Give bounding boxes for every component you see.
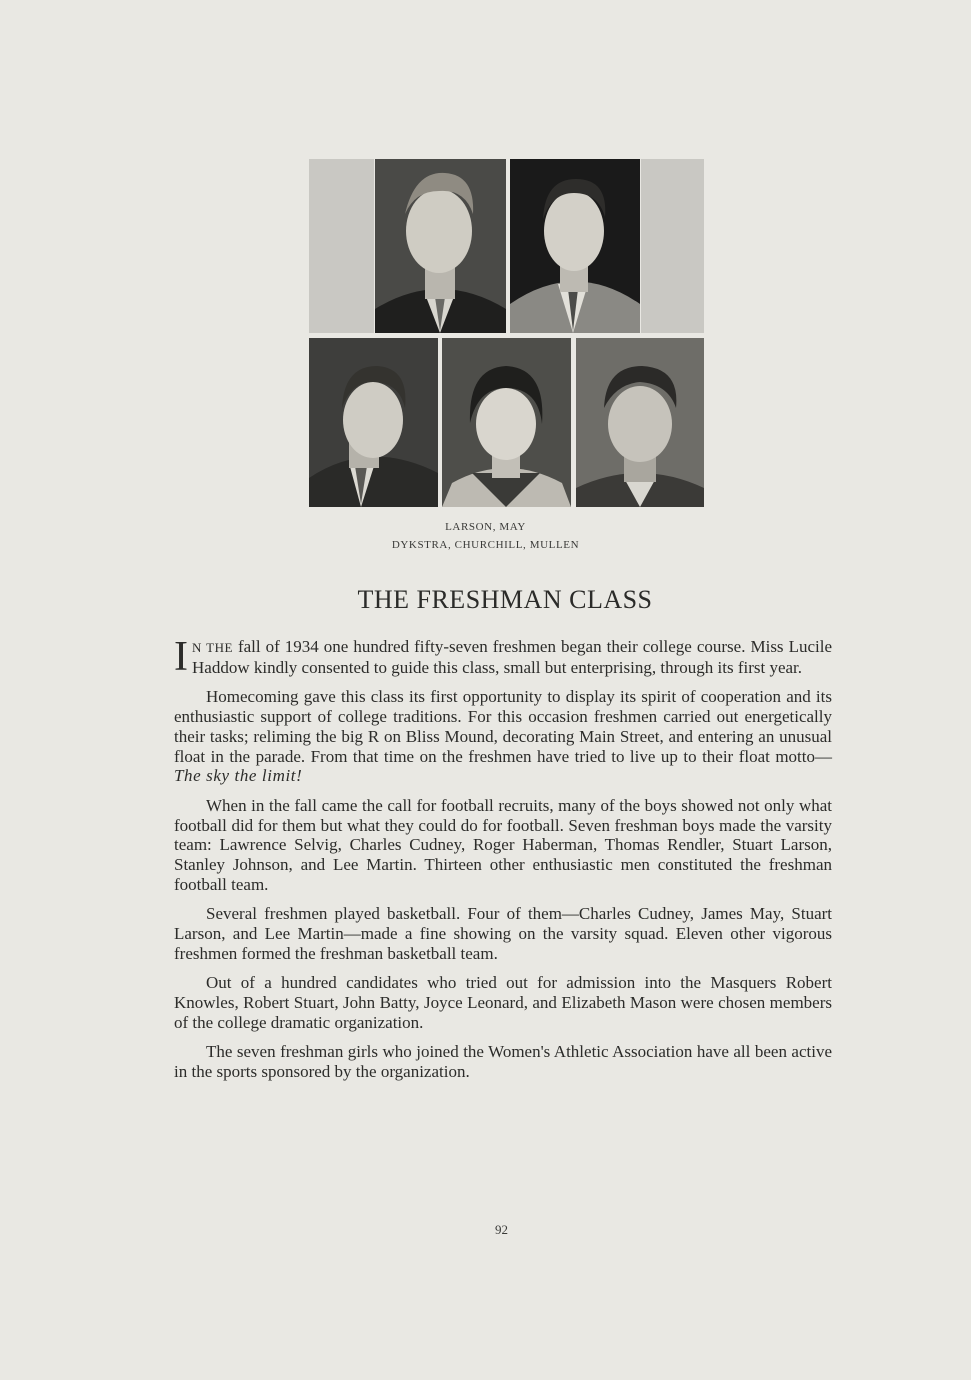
photo-filler-left [309,159,374,333]
photo-caption [0,518,971,554]
paragraph-2 [174,687,832,786]
caption-line-1: LARSON, MAY [445,521,526,533]
portrait-larson [375,159,506,333]
portrait-may [510,159,640,333]
page-number: 92 [495,1222,508,1237]
paragraph-3: When in the fall came the call for football recruits, many of the boys showed not only what football did for them but what they could do for football. Seven freshman boys made the varsity team: Lawrence Selvig, Charles Cudney, Roger Haberman, Thomas Rendler, Stuart Larson, Stanley Johnson, and Lee Martin. Thirteen other enthusiastic men constituted the freshman football team. [174,795,832,894]
portrait-churchill [442,338,571,507]
float-motto: The sky the limit! [174,766,303,786]
paragraph-2-text: Homecoming gave this class its first opportunity to display its spirit of cooperation and its enthusiastic support of college traditions. For this occasion freshmen carried out energetically their tasks; reliming the big R on Bliss Mound, decorating Main Street, and entering an unusual float in the parade. From that time on the freshmen have tried to live up to their float motto— [174,687,832,766]
paragraph-1-smallcaps: N THE [192,640,233,655]
article-body [174,634,832,1092]
portrait-mullen [576,338,704,507]
portrait-dykstra [309,338,438,507]
paragraph-6: The seven freshman girls who joined the Women's Athletic Association have all been active in the sports sponsored by the organization. [174,1042,832,1082]
photo-filler-right [641,159,704,333]
drop-cap: I [174,634,188,680]
paragraph-4: Several freshmen played basketball. Four of them—Charles Cudney, James May, Stuart Larson, and Lee Martin—made a fine showing on the varsity squad. Eleven other vigorous freshmen formed the freshman basketball team. [174,904,832,963]
paragraph-5: Out of a hundred candidates who tried out for admission into the Masquers Robert Knowles, Robert Stuart, John Batty, Joyce Leonard, and Elizabeth Mason were chosen members of the college dramatic organization. [174,973,832,1032]
caption-line-2: DYKSTRA, CHURCHILL, MULLEN [391,539,580,551]
page-title: THE FRESHMAN CLASS [357,585,653,614]
paragraph-1 [174,634,832,680]
paragraph-1-text: fall of 1934 one hundred fifty-seven freshmen began their college course. Miss Lucile Haddow kindly consented to guide this class, small but enterprising, through its first year. [192,637,832,677]
